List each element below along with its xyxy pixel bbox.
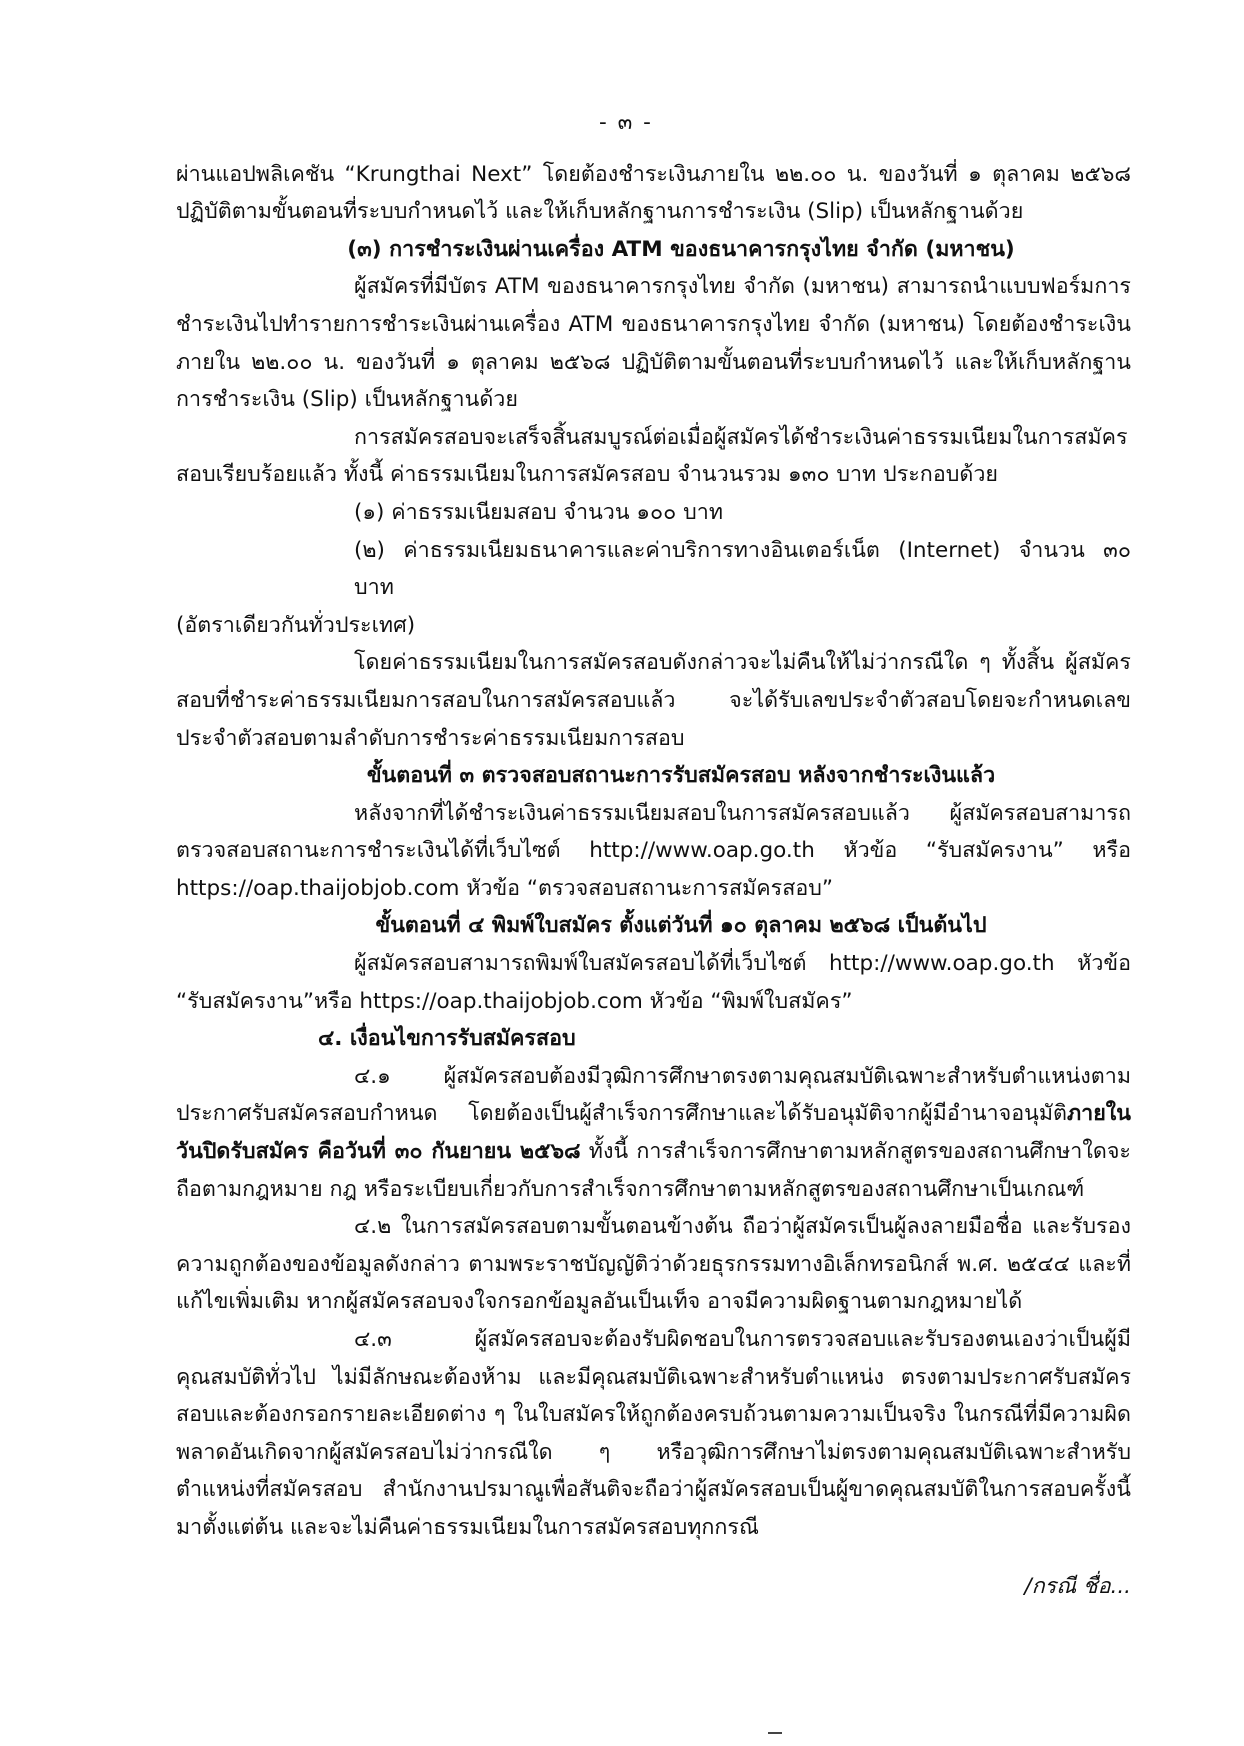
heading-step-4: ขั้นตอนที่ ๔ พิมพ์ใบสมัคร ตั้งแต่วันที่ ๑๐ ตุลาคม ๒๕๖๘ เป็นต้นไป — [375, 913, 987, 939]
page-number: - ๓ - — [599, 110, 653, 135]
paragraph-4-1 — [176, 1058, 1131, 1208]
paragraph-4-3: ๔.๓ ผู้สมัครสอบจะต้องรับผิดชอบในการตรวจสอบและรับรองตนเองว่าเป็นผู้มีคุณสมบัติทั่วไป ไม่มีลักษณะต้องห้าม และมีคุณสมบัติเฉพาะสำหรับตำแหน่ง ตรงตามประกาศรับสมัครสอบและต้องกรอกรายละเอียดต่าง ๆ ในใบสมัครให้ถูกต้องครบถ้วนตามความเป็นจริง ในกรณีที่มีความผิดพลาดอันเกิดจากผู้สมัครสอบไม่ว่ากรณีใด ๆ หรือวุฒิการศึกษาไม่ตรงตามคุณสมบัติเฉพาะสำหรับตำแหน่งที่สมัครสอบ สำนักงานปรมาณูเพื่อสันติจะถือว่าผู้สมัครสอบเป็นผู้ขาดคุณสมบัติในการสอบครั้งนี้มาตั้งแต่ต้น และจะไม่คืนค่าธรรมเนียมในการสมัครสอบทุกกรณี — [176, 1327, 1131, 1540]
paragraph-atm-payment: ผู้สมัครที่มีบัตร ATM ของธนาคารกรุงไทย จำกัด (มหาชน) สามารถนำแบบฟอร์มการชำระเงินไปทำรายการชำระเงินผ่านเครื่อง ATM ของธนาคารกรุงไทย จำกัด (มหาชน) โดยต้องชำระเงินภายใน ๒๒.๐๐ น. ของวันที่ ๑ ตุลาคม ๒๕๖๘ ปฏิบัติตามขั้นตอนที่ระบบกำหนดไว้ และให้เก็บหลักฐานการชำระเงิน (Slip) เป็นหลักฐานด้วย — [176, 274, 1131, 413]
fee-item-bank: (๒) ค่าธรรมเนียมธนาคารและค่าบริการทางอินเตอร์เน็ต (Internet) จำนวน ๓๐ บาท — [354, 537, 1131, 601]
paragraph-fee-summary: การสมัครสอบจะเสร็จสิ้นสมบูรณ์ต่อเมื่อผู้สมัครได้ชำระเงินค่าธรรมเนียมในการสมัครสอบเรียบร้อยแล้ว ทั้งนี้ ค่าธรรมเนียมในการสมัครสอบ จำนวนรวม ๑๓๐ บาท ประกอบด้วย — [176, 424, 1128, 488]
paragraph-check-status: หลังจากที่ได้ชำระเงินค่าธรรมเนียมสอบในการสมัครสอบแล้ว ผู้สมัครสอบสามารถตรวจสอบสถานะการชำระเงินได้ที่เว็บไซต์ http://www.oap.go.th หัวข้อ “รับสมัครงาน” หรือ https://oap.thaijobjob.com หัวข้อ “ตรวจสอบสถานะการสมัครสอบ” — [176, 800, 1131, 901]
paragraph-no-refund: โดยค่าธรรมเนียมในการสมัครสอบดังกล่าวจะไม่คืนให้ไม่ว่ากรณีใด ๆ ทั้งสิ้น ผู้สมัครสอบที่ชำระค่าธรรมเนียมการสอบในการสมัครสอบแล้ว จะได้รับเลขประจำตัวสอบโดยจะกำหนดเลขประจำตัวสอบตามลำดับการชำระค่าธรรมเนียมการสอบ — [176, 650, 1131, 751]
paragraph-4-1-text-c: ทั้งนี้ การสำเร็จการศึกษาตามหลักสูตรของสถานศึกษาใดจะถือตามกฎหมาย กฎ หรือระเบียบเกี่ยวกับการสำเร็จการศึกษาตามหลักสูตรของสถานศึกษาเป็นเกณฑ์ — [176, 1139, 1131, 1202]
fee-item-bank-note: (อัตราเดียวกันทั่วประเทศ) — [176, 612, 416, 638]
continuation-note: /กรณี ชื่อ... — [1024, 1574, 1131, 1599]
heading-atm-payment: (๓) การชำระเงินผ่านเครื่อง ATM ของธนาคารกรุงไทย จำกัด (มหาชน) — [347, 236, 1015, 262]
paragraph-4-2: ๔.๒ ในการสมัครสอบตามขั้นตอนข้างต้น ถือว่าผู้สมัครเป็นผู้ลงลายมือชื่อ และรับรองความถูกต้องของข้อมูลดังกล่าว ตามพระราชบัญญัติว่าด้วยธุรกรรมทางอิเล็กทรอนิกส์ พ.ศ. ๒๕๔๔ และที่แก้ไขเพิ่มเติม หากผู้สมัครสอบจงใจกรอกข้อมูลอันเป็นเท็จ อาจมีความผิดฐานตามกฎหมายได้ — [176, 1214, 1131, 1315]
heading-section-4: ๔. เงื่อนไขการรับสมัครสอบ — [318, 1026, 576, 1052]
paragraph-print-application: ผู้สมัครสอบสามารถพิมพ์ใบสมัครสอบได้ที่เว็บไซต์ http://www.oap.go.th หัวข้อ “รับสมัครงาน”หรือ https://oap.thaijobjob.com หัวข้อ “พิมพ์ใบสมัคร” — [176, 951, 1131, 1014]
paragraph-4-1-text-a: ๔.๑ ผู้สมัครสอบต้องมีวุฒิการศึกษาตรงตามคุณสมบัติเฉพาะสำหรับตำแหน่งตามประกาศรับสมัครสอบกำหนด โดยต้องเป็นผู้สำเร็จการศึกษาและได้รับอนุมัติจากผู้มีอำนาจอนุมัติ — [176, 1063, 1131, 1127]
fee-item-exam: (๑) ค่าธรรมเนียมสอบ จำนวน ๑๐๐ บาท — [354, 499, 724, 525]
paragraph-4-1-deadline: ภายในวันปิดรับสมัคร คือวันที่ ๓๐ กันยายน ๒๕๖๘ — [176, 1101, 1131, 1165]
paragraph-krungthai-next: ผ่านแอปพลิเคชัน “Krungthai Next” โดยต้องชำระเงินภายใน ๒๒.๐๐ น. ของวันที่ ๑ ตุลาคม ๒๕๖๘ ปฏิบัติตามขั้นตอนที่ระบบกำหนดไว้ และให้เก็บหลักฐานการชำระเงิน (Slip) เป็นหลักฐานด้วย — [176, 161, 1131, 225]
heading-step-3: ขั้นตอนที่ ๓ ตรวจสอบสถานะการรับสมัครสอบ หลังจากชำระเงินแล้ว — [366, 763, 996, 789]
